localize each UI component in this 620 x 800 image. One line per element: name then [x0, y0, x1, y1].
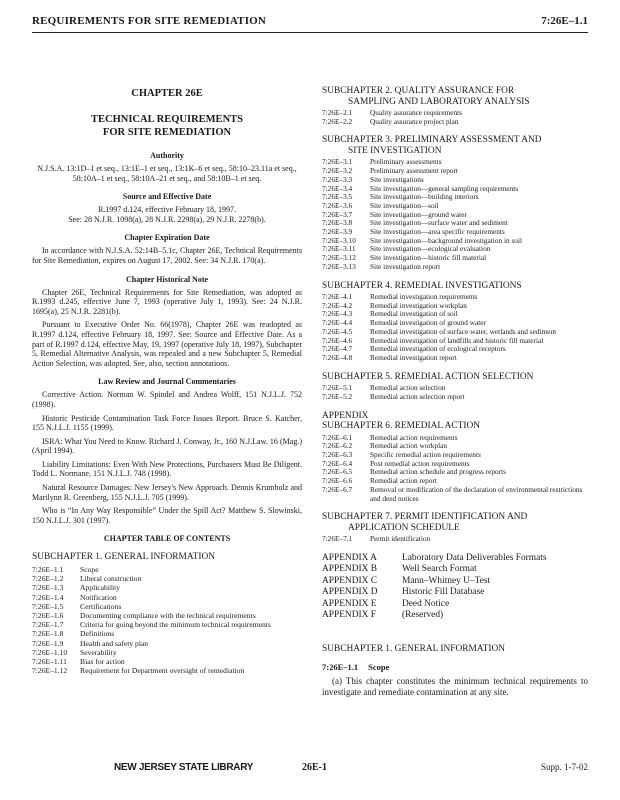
toc-entry: [32, 593, 302, 602]
toc-entry: [32, 657, 302, 666]
appendix-label: APPENDIX: [322, 410, 369, 421]
toc-entry-title: Site investigation—building interiors: [370, 192, 479, 202]
appendix-title: Laboratory Data Deliverables Formats: [402, 552, 547, 563]
toc-entry-number: 7:26E–4.5: [322, 326, 353, 336]
toc-entry-number: 7:26E–1.7: [32, 620, 64, 630]
toc-entry-title: Requirement for Department oversight of remediation: [80, 666, 245, 676]
toc-entry: [32, 611, 302, 620]
appendix-letter: APPENDIX F: [322, 610, 376, 621]
toc-entry-number: 7:26E–1.2: [32, 574, 64, 584]
toc-entry-title: Remedial investigation requirements: [370, 292, 478, 302]
toc-entry: [32, 574, 302, 583]
toc-entry-title: Site investigations: [370, 174, 424, 184]
subchapter-2-heading: [322, 86, 588, 107]
law-review-list: [32, 390, 302, 525]
toc-entry-number: 7:26E–1.1: [32, 564, 64, 574]
subchapter-1-heading: SUBCHAPTER 1. GENERAL INFORMATION: [32, 552, 215, 563]
toc-entry-number: 7:26E–6.4: [322, 458, 353, 468]
toc-entry-title: Remedial action workplan: [370, 441, 447, 451]
toc-entry-number: 7:26E–6.5: [322, 467, 353, 477]
page-footer: [32, 762, 588, 778]
toc-entry: [322, 468, 588, 477]
toc-entry-number: 7:26E–3.7: [322, 209, 353, 219]
toc-entry-number: 7:26E–6.7: [322, 484, 353, 494]
body-subchapter-1-heading: SUBCHAPTER 1. GENERAL INFORMATION: [322, 643, 505, 654]
section-scope-text: (a) This chapter constitutes the minimum technical requirements to investigate and remediate contamination at any site.: [322, 676, 588, 698]
toc-entry-number: 7:26E–1.8: [32, 629, 64, 639]
toc-entry-title: Remedial investigation workplan: [370, 300, 467, 310]
law-review-entry: Corrective Action. Norman W. Spindel and Andrea Wolff, 151 N.J.L.J. 752 (1998).: [32, 390, 302, 409]
appendix-letter: APPENDIX E: [322, 598, 377, 609]
appendix-entry: [322, 576, 588, 588]
history-heading: Chapter Historical Note: [125, 274, 209, 284]
toc-entry-number: 7:26E–3.3: [322, 174, 353, 184]
section-scope-title: Scope: [368, 662, 390, 673]
toc-entry: [322, 393, 588, 402]
subchapter-4-list: [322, 293, 588, 363]
toc-entry-number: 7:26E–4.3: [322, 309, 353, 319]
toc-entry-number: 7:26E–5.2: [322, 391, 353, 401]
toc-entry: [322, 535, 588, 544]
source-heading: Source and Effective Date: [122, 192, 212, 202]
toc-entry-title: Site investigation—soil: [370, 200, 439, 210]
toc-entry-number: 7:26E–6.2: [322, 441, 353, 451]
toc-entry-title: Site investigation—general sampling requirements: [370, 183, 519, 193]
toc-entry-number: 7:26E–4.7: [322, 344, 353, 354]
toc-entry-title: Remedial action schedule and progress reports: [370, 467, 506, 477]
toc-entry-number: 7:26E–3.10: [322, 235, 356, 245]
history-text-2: Pursuant to Executive Order No. 66(1978), Chapter 26E was readopted as R.1997 d.124, effective February 18, 1997. See: Source and Effective Date. As a part of R.1997 d.124, effective May, 19, 1997 (operative July 18, 1997), Subchapter 5, Remedial Alternative Analysis, was repealed and a new Subchapter 5, Remedial Action Selection, was adopted. See, also, section annotations.: [32, 320, 302, 368]
subchapter-5-list: [322, 384, 588, 401]
right-column: [322, 46, 588, 702]
toc-entry-number: 7:26E–3.2: [322, 166, 353, 176]
toc-entry-title: Applicability: [80, 583, 121, 593]
toc-entry-number: 7:26E–1.4: [32, 592, 64, 602]
subchapter-3-heading-line2: SITE INVESTIGATION: [348, 145, 442, 156]
appendix-entry: [322, 599, 588, 611]
toc-entry-title: Removal or modification of the declaration of environmental restrictions and deed notices: [370, 484, 583, 503]
toc-entry-number: 7:26E–3.6: [322, 200, 353, 210]
toc-entry-number: 7:26E–5.1: [322, 383, 353, 393]
chapter-number: CHAPTER 26E: [131, 88, 203, 99]
toc-entry-title: Site investigation—ecological evaluation: [370, 244, 491, 254]
toc-entry-title: Remedial investigation of ground water: [370, 318, 486, 328]
toc-entry: [32, 648, 302, 657]
toc-entry-title: Criteria for going beyond the minimum technical requirements: [80, 620, 271, 630]
authority-text: N.J.S.A. 13:1D–1 et seq., 13:1E–1 et seq., 13:1K–6 et seq., 58:10–23.11a et seq., 58:10A–1 et seq., 58:10A–21 et seq., and 58:10B–1 et seq.: [37, 164, 297, 183]
appendix-title: Historic Fill Database: [402, 587, 485, 598]
toc-entry: [32, 666, 302, 675]
toc-entry-title: Site investigation—ground water: [370, 209, 467, 219]
toc-entry-title: Site investigation—surface water and sediment: [370, 218, 508, 228]
toc-entry-number: 7:26E–4.4: [322, 318, 353, 328]
toc-entry-number: 7:26E–1.5: [32, 601, 64, 611]
toc-entry-number: 7:26E–3.13: [322, 261, 356, 271]
toc-entry-number: 7:26E–7.1: [322, 534, 353, 544]
subchapter-3-heading: [322, 135, 588, 156]
toc-entry-title: Specific remedial action requirements: [370, 449, 481, 459]
toc-entry-number: 7:26E–2.1: [322, 108, 353, 117]
toc-entry-title: Site investigation—background investigation in soil: [370, 235, 523, 245]
subchapter-7-heading-line2: APPLICATION SCHEDULE: [348, 522, 460, 533]
subchapter-7-list: [322, 535, 588, 544]
authority-heading: Authority: [150, 151, 184, 160]
toc-entry-number: 7:26E–6.6: [322, 476, 353, 486]
toc-entry-number: 7:26E–6.3: [322, 449, 353, 459]
toc-entry-title: Remedial investigation report: [370, 352, 457, 362]
chapter-title-line1: TECHNICAL REQUIREMENTS: [91, 114, 243, 125]
subchapter-6-list: [322, 434, 588, 504]
toc-entry: [322, 434, 588, 443]
toc-entry-title: Permit identification: [370, 534, 431, 544]
toc-entry-title: Severability: [80, 647, 117, 657]
toc-entry-number: 7:26E–2.2: [322, 116, 353, 126]
page-number: 26E-1: [302, 762, 327, 773]
law-review-entry: Natural Resource Damages: New Jersey's New Approach. Dennis Krumholz and Marilynn R. Greenberg, 155 N.J.L.J. 705 (1999).: [32, 483, 302, 502]
toc-entry-title: Liberal construction: [80, 574, 142, 584]
appendix-entry: [322, 610, 588, 622]
toc-entry-title: Scope: [80, 564, 99, 574]
toc-entry-number: 7:26E–1.6: [32, 610, 64, 620]
toc-entry: [322, 254, 588, 263]
toc-entry-number: 7:26E–3.11: [322, 244, 356, 254]
toc-entry-number: 7:26E–1.3: [32, 583, 64, 593]
subchapter-2-list: [322, 109, 588, 126]
appendix-title: Deed Notice: [402, 598, 450, 609]
toc-entry: [322, 354, 588, 363]
appendix-entry: [322, 587, 588, 599]
toc-entry: [32, 639, 302, 648]
toc-entry: [322, 167, 588, 176]
toc-entry-title: Remedial action selection report: [370, 391, 465, 401]
toc-entry-title: Site investigation—area specific requirements: [370, 227, 505, 237]
appendix-entry: [322, 564, 588, 576]
law-review-entry: Historic Pesticide Contamination Task Force Issues Report. Bruce S. Katcher, 155 N.J.L.J. 1155 (1999).: [32, 413, 302, 433]
toc-entry: [32, 620, 302, 629]
toc-heading: CHAPTER TABLE OF CONTENTS: [103, 534, 231, 544]
toc-entry-title: Remedial action report: [370, 476, 437, 486]
toc-entry-title: Remedial investigation of landfills and historic fill material: [370, 335, 544, 345]
toc-entry-title: Documenting compliance with the technical requirements: [80, 610, 256, 620]
toc-entry-title: Remedial action requirements: [370, 432, 458, 442]
law-review-entry: Liability Limitations: Even With New Protections, Purchasers Must Be Diligent. Todd L. Normane, 151 N.J.L.J. 748 (1998).: [32, 459, 302, 479]
toc-entry: [32, 565, 302, 574]
toc-entry: [322, 486, 588, 503]
toc-entry-title: Remedial investigation of ecological receptors: [370, 344, 506, 354]
toc-entry-number: 7:26E–3.1: [322, 157, 353, 167]
toc-entry-title: Remedial investigation of surface water, wetlands and sediment: [370, 326, 557, 336]
subchapter-7-heading-line1: SUBCHAPTER 7. PERMIT IDENTIFICATION AND: [322, 512, 528, 523]
toc-entry-number: 7:26E–4.8: [322, 352, 353, 362]
toc-entry: [322, 263, 588, 272]
appendix-title: Well Search Format: [402, 564, 477, 575]
toc-entry-number: 7:26E–1.9: [32, 638, 64, 648]
toc-entry-title: Preliminary assessment report: [370, 166, 458, 176]
section-scope-heading: [322, 662, 588, 672]
toc-entry-number: 7:26E–3.4: [322, 183, 353, 193]
toc-entry-title: Quality assurance requirements: [370, 108, 462, 117]
running-header-section: 7:26E–1.1: [541, 15, 588, 27]
history-text-1: Chapter 26E, Technical Requirements for Site Remediation, was adopted as R.1993 d.245, effective June 7, 1993 (operative July 1, 1993). See: 24 N.J.R. 1695(a), 25 N.J.R. 2281(b).: [32, 287, 302, 316]
toc-entry-title: Health and safety plan: [80, 638, 149, 648]
subchapter-2-heading-line2: SAMPLING AND LABORATORY ANALYSIS: [348, 96, 530, 107]
appendix-letter: APPENDIX C: [322, 575, 377, 586]
appendix-letter: APPENDIX A: [322, 552, 377, 563]
appendix-title: (Reserved): [402, 610, 444, 621]
toc-entry-number: 7:26E–3.9: [322, 227, 353, 237]
toc-entry-number: 7:26E–3.12: [322, 253, 356, 263]
chapter-title-line2: FOR SITE REMEDIATION: [102, 127, 232, 138]
toc-entry-number: 7:26E–1.10: [32, 647, 68, 657]
subchapter-7-heading: [322, 512, 588, 533]
toc-entry-number: 7:26E–4.1: [322, 292, 353, 302]
appendix-letter: APPENDIX B: [322, 564, 377, 575]
left-column: [32, 46, 302, 675]
toc-entry-number: 7:26E–6.1: [322, 432, 353, 442]
subchapter-5-heading: SUBCHAPTER 5. REMEDIAL ACTION SELECTION: [322, 371, 534, 382]
running-header: [32, 12, 588, 33]
law-review-entry: Who is “In Any Way Responsible” Under the Spill Act? Matthew S. Slowinski, 150 N.J.L.J. 301 (1997).: [32, 506, 302, 525]
subchapter-4-heading: SUBCHAPTER 4. REMEDIAL INVESTIGATIONS: [322, 280, 522, 291]
toc-entry-title: Bias for action: [80, 656, 125, 666]
toc-entry-title: Remedial action selection: [370, 383, 446, 393]
supplement-date: Supp. 1-7-02: [541, 762, 588, 772]
expiration-heading: Chapter Expiration Date: [124, 233, 210, 243]
toc-entry-number: 7:26E–3.8: [322, 218, 353, 228]
toc-entry-number: 7:26E–1.12: [32, 666, 68, 676]
toc-entry: [32, 629, 302, 638]
toc-entry: [322, 193, 588, 202]
source-line2: See: 28 N.J.R. 1098(a), 28 N.J.R. 2298(a), 29 N.J.R. 2278(b).: [68, 214, 266, 224]
toc-entry-number: 7:26E–4.2: [322, 300, 353, 310]
toc-entry-number: 7:26E–3.5: [322, 192, 353, 202]
library-stamp: NEW JERSEY STATE LIBRARY: [114, 762, 254, 773]
toc-entry-title: Remedial investigation of soil: [370, 309, 458, 319]
subchapter-3-list: [322, 158, 588, 271]
toc-entry-title: Notification: [80, 592, 117, 602]
subchapter-2-heading-line1: SUBCHAPTER 2. QUALITY ASSURANCE FOR: [322, 86, 515, 96]
chapter-title: [32, 113, 302, 139]
toc-entry-title: Post remedial action requirements: [370, 458, 470, 468]
subchapter-1-list: [32, 565, 302, 675]
appendix-letter: APPENDIX D: [322, 587, 378, 598]
toc-entry-title: Quality assurance project plan: [370, 116, 459, 126]
running-header-title: REQUIREMENTS FOR SITE REMEDIATION: [32, 15, 267, 27]
toc-entry-number: 7:26E–4.6: [322, 335, 353, 345]
toc-entry: [322, 118, 588, 127]
appendix-title: Mann–Whitney U–Test: [402, 575, 491, 586]
appendix-entry: [322, 553, 588, 565]
toc-entry: [32, 583, 302, 592]
law-review-heading: Law Review and Journal Commentaries: [98, 377, 236, 387]
toc-entry: [32, 602, 302, 611]
toc-entry-title: Site investigation report: [370, 261, 441, 271]
toc-entry-number: 7:26E–1.11: [32, 656, 67, 666]
subchapter-3-heading-line1: SUBCHAPTER 3. PRELIMINARY ASSESSMENT AND: [322, 135, 542, 146]
toc-entry-title: Site investigation—historic fill material: [370, 253, 487, 263]
subchapter-6-heading: SUBCHAPTER 6. REMEDIAL ACTION: [322, 421, 480, 432]
law-review-entry: ISRA: What You Need to Know. Richard J. Conway, Jr., 160 N.J.Law. 16 (Mag.) (April 1994).: [32, 436, 302, 456]
expiration-text: In accordance with N.J.S.A. 52:14B–5.1c, Chapter 26E, Technical Requirements for Site Remediation, expires on August 17, 2002. See: 34 N.J.R. 170(a).: [32, 246, 302, 265]
appendix-list: [322, 553, 588, 622]
source-line1: R.1997 d.124, effective February 18, 1997.: [97, 205, 237, 215]
section-scope-number: 7:26E–1.1: [322, 662, 359, 673]
toc-entry-title: Definitions: [80, 629, 115, 639]
toc-entry-title: Certifications: [80, 601, 122, 611]
toc-entry-title: Preliminary assessments: [370, 157, 442, 167]
